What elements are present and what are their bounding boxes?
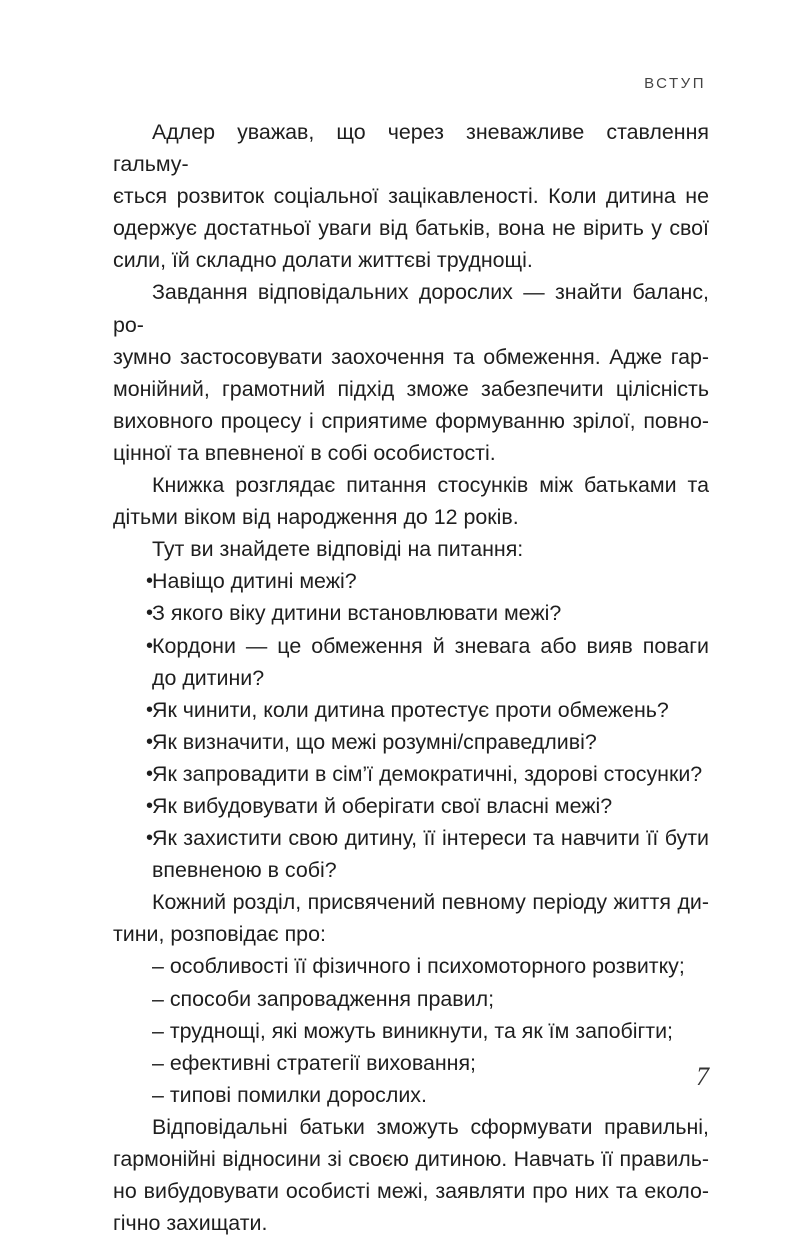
page-number: 7 (696, 1062, 709, 1091)
text-line: впевненою в собі? (152, 858, 337, 883)
list-item (113, 565, 709, 597)
text-line: Відповідальні батьки зможуть сформувати правильні, (152, 1114, 709, 1139)
topics-list (113, 950, 709, 1110)
list-item (113, 822, 709, 886)
text-line: но вибудовувати особисті межі, заявляти про них та еколо- (113, 1179, 709, 1204)
list-item (113, 790, 709, 822)
paragraph-conclusion (113, 1111, 709, 1239)
text-line: Як визначити, що межі розумні/справедливі? (152, 729, 597, 754)
list-item: – способи запровадження правил; (152, 986, 495, 1011)
paragraph-chapters-intro (113, 886, 709, 950)
text-line: тини, розповідає про: (113, 922, 326, 947)
text-line: дітьми віком від народження до 12 років. (113, 505, 519, 530)
text-line: Як вибудовувати й оберігати свої власні межі? (152, 793, 613, 818)
text-line: гічно захищати. (113, 1211, 268, 1236)
list-item (113, 630, 709, 694)
paragraph-questions-intro (113, 533, 709, 565)
list-item: – типові помилки дорослих. (152, 1082, 427, 1107)
text-line: Кожний розділ, присвячений певному періоду життя ди- (152, 890, 709, 915)
text-line: Як чинити, коли дитина протестує проти обмежень? (152, 697, 669, 722)
list-item (113, 694, 709, 726)
text-line: зумно застосовувати заохочення та обмеження. Адже гар- (113, 344, 709, 369)
text-line: Тут ви знайдете відповіді на питання: (152, 537, 524, 562)
paragraph-adults-task (113, 276, 709, 469)
text-line: ється розвиток соціальної зацікавленості. Коли дитина не (113, 184, 709, 209)
list-item (113, 758, 709, 790)
text-line: сили, їй складно долати життєві труднощі. (113, 248, 533, 273)
text-line: Завдання відповідальних дорослих — знайти баланс, ро- (113, 280, 709, 337)
list-item (113, 597, 709, 629)
text-line: до дитини? (152, 665, 265, 690)
list-item: – особливості її фізичного і психомоторного розвитку; (152, 954, 685, 979)
text-line: Як запровадити в сім’ї демократичні, здорові стосунки? (152, 761, 703, 786)
text-line: З якого віку дитини встановлювати межі? (152, 601, 562, 626)
running-head: ВСТУП (644, 75, 706, 92)
paragraph-adler (113, 116, 709, 276)
list-item: – труднощі, які можуть виникнути, та як їм запобігти; (152, 1018, 673, 1043)
list-item: – ефективні стратегії виховання; (152, 1050, 476, 1075)
text-line: Кордони — це обмеження й зневага або вияв поваги (152, 633, 709, 658)
list-item (113, 726, 709, 758)
questions-list (113, 565, 709, 886)
text-line: Книжка розглядає питання стосунків між батьками та (152, 473, 709, 498)
text-line: одержує достатньої уваги від батьків, вона не вірить у свої (113, 216, 709, 241)
text-line: цінної та впевненої в собі особистості. (113, 440, 496, 465)
text-line: Як захистити свою дитину, її інтереси та навчити її бути (152, 826, 709, 851)
text-line: монійний, грамотний підхід зможе забезпечити цілісність (113, 376, 709, 401)
text-line: Навіщо дитині межі? (152, 569, 357, 594)
text-line: Адлер уважав, що через зневажливе ставлення гальму- (113, 120, 709, 177)
page-body (113, 116, 709, 1239)
paragraph-book-scope (113, 469, 709, 533)
text-line: гармонійні відносини зі своєю дитиною. Навчать її правиль- (113, 1147, 709, 1171)
text-line: виховного процесу і сприятиме формуванню зрілої, повно- (113, 408, 709, 433)
